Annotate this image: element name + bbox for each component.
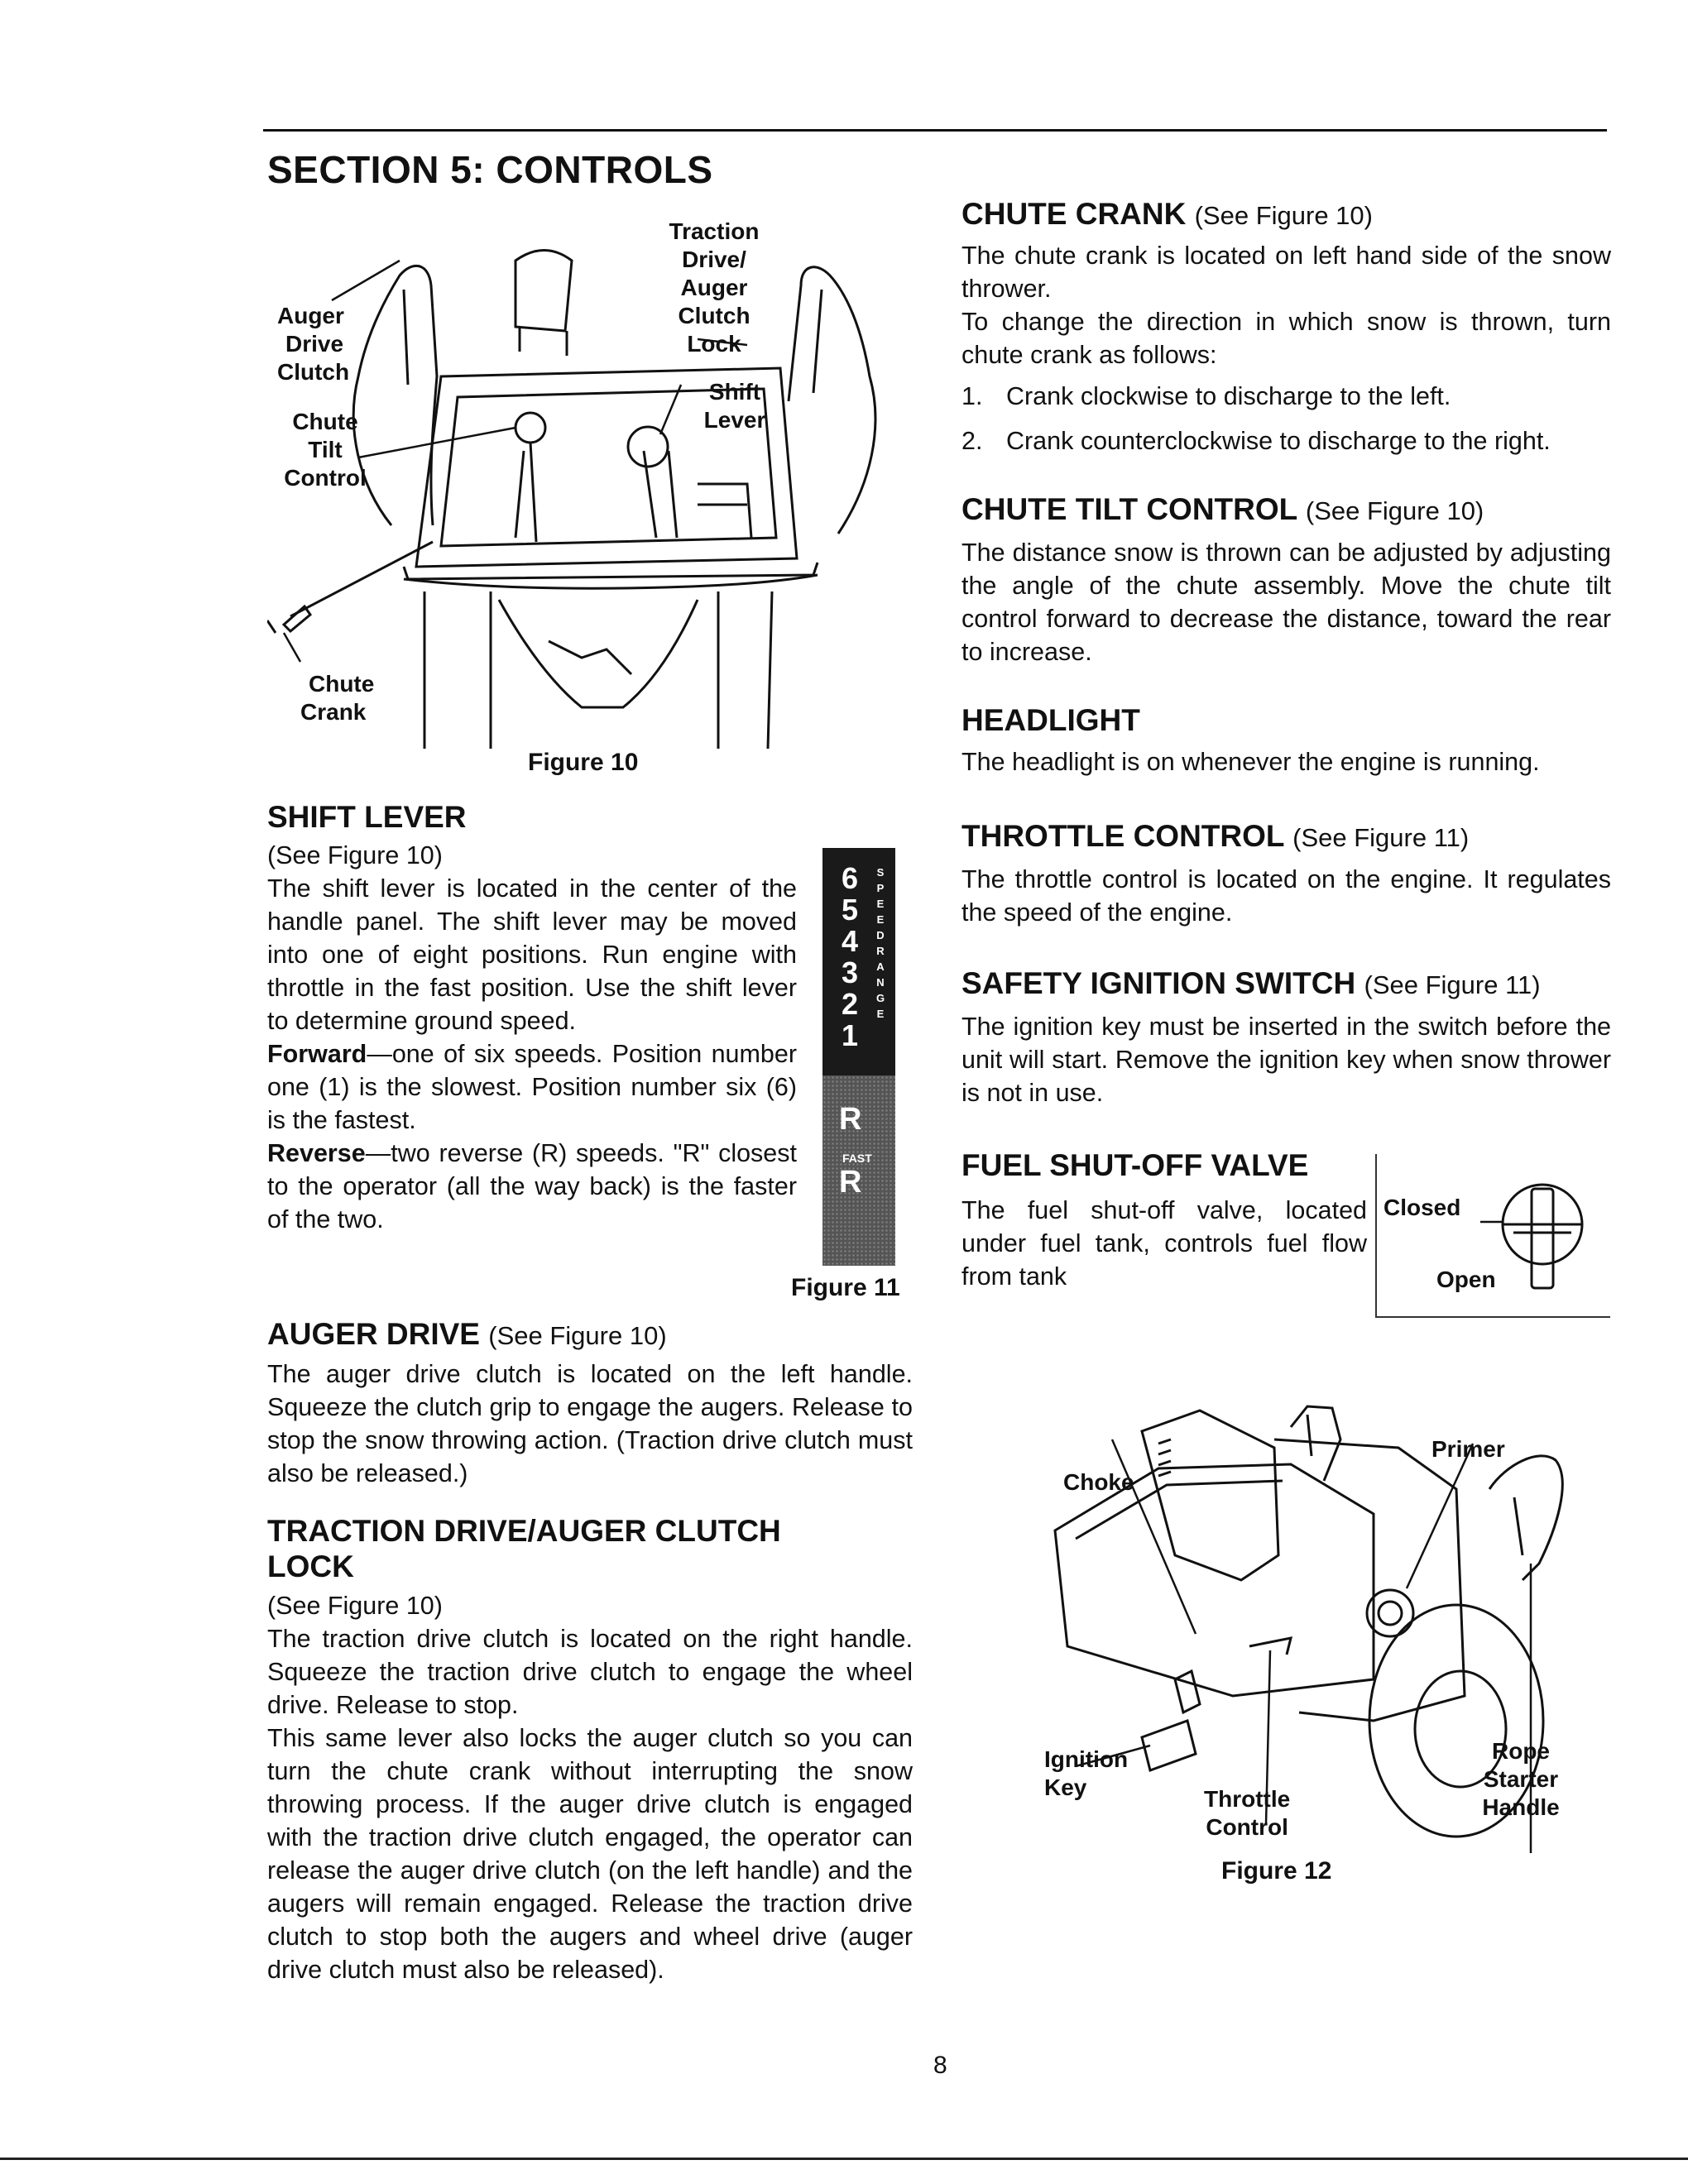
label-throttle-control: Throttle Control [1204, 1786, 1291, 1840]
ignition-section [961, 966, 1611, 1109]
gear-r2: R [839, 1165, 862, 1200]
label-chute-crank: Chute Crank [300, 671, 375, 725]
shift-lever-reverse: Reverse—two reverse (R) speeds. "R" closest to the operator (all the way back) is the faster of the two. [267, 1138, 797, 1233]
shift-lever-see: (See Figure 10) [267, 841, 443, 869]
gear-3: 3 [841, 956, 859, 989]
chute-crank-step: 2. Crank counterclockwise to discharge to the right. [961, 426, 1551, 455]
ignition-heading: SAFETY IGNITION SWITCH (See Figure 11) [961, 966, 1541, 1000]
chute-crank-body-1: The chute crank is located on left hand side of the snow thrower. [961, 241, 1611, 303]
fuel-valve-icon [1480, 1171, 1604, 1311]
label-choke: Choke [1063, 1469, 1134, 1495]
chute-crank-step: 1. Crank clockwise to discharge to the left. [961, 381, 1451, 410]
fuel-valve-open-label: Open [1436, 1267, 1496, 1292]
label-auger-drive-clutch: Auger Drive Clutch [277, 303, 350, 385]
chute-crank-steps [961, 380, 1611, 457]
throttle-section [961, 819, 1611, 929]
gear-indicator-forward [822, 848, 895, 1075]
traction-lock-heading: TRACTION DRIVE/AUGER CLUTCH LOCK [267, 1514, 781, 1583]
headlight-section [961, 703, 1611, 778]
figure-11 [819, 848, 902, 1270]
gear-4: 4 [841, 924, 859, 958]
fuel-section [961, 1148, 1367, 1293]
auger-drive-heading: AUGER DRIVE (See Figure 10) [267, 1317, 667, 1351]
traction-lock-section [267, 1514, 913, 1986]
figure-10 [267, 211, 913, 790]
fuel-valve-closed-label: Closed [1383, 1195, 1461, 1220]
section-title: SECTION 5: CONTROLS [267, 148, 713, 191]
chute-crank-heading: CHUTE CRANK (See Figure 10) [961, 197, 1373, 231]
label-rope-starter-handle: Rope Starter Handle [1482, 1738, 1560, 1820]
label-chute-tilt-control: Chute Tilt Control [284, 409, 367, 491]
speed-range-text: SPEED RANGE [875, 866, 885, 1020]
throttle-heading: THROTTLE CONTROL (See Figure 11) [961, 819, 1470, 853]
chute-tilt-heading: CHUTE TILT CONTROL (See Figure 10) [961, 492, 1484, 526]
label-primer: Primer [1431, 1436, 1505, 1462]
auger-drive-section [267, 1317, 913, 1490]
chute-tilt-section [961, 492, 1611, 668]
shift-lever-forward: Forward—one of six speeds. Position number one (1) is the slowest. Position number six (6) is the fastest. [267, 1039, 797, 1134]
gear-1: 1 [841, 1018, 859, 1052]
page-number: 8 [933, 2052, 947, 2079]
headlight-heading: HEADLIGHT [961, 703, 1140, 737]
headlight-body: The headlight is on whenever the engine is running. [961, 747, 1540, 776]
gear-indicator-reverse [822, 1075, 895, 1266]
label-shift-lever: Shift Lever [703, 379, 766, 433]
chute-crank-section [961, 197, 1611, 469]
label-ignition-key: Ignition Key [1044, 1746, 1129, 1800]
ignition-body: The ignition key must be inserted in the switch before the unit will start. Remove the ignition key when snow thrower is not in use. [961, 1012, 1611, 1107]
figure-11-caption: Figure 11 [791, 1274, 900, 1301]
label-traction-drive-auger-clutch-lock: Traction Drive/ Auger Clutch Lock [669, 218, 760, 357]
shift-lever-section [267, 800, 797, 1236]
traction-lock-see: (See Figure 10) [267, 1592, 443, 1621]
bottom-rule [0, 2158, 1688, 2160]
figure-10-caption: Figure 10 [528, 749, 639, 776]
gear-r1: R [839, 1102, 862, 1137]
traction-lock-body-1: The traction drive clutch is located on the right handle. Squeeze the traction drive clutch to engage the wheel drive. Release to stop. [267, 1625, 913, 1720]
gear-2: 2 [841, 987, 859, 1021]
gear-6: 6 [841, 861, 859, 895]
fuel-heading: FUEL SHUT-OFF VALVE [961, 1148, 1309, 1182]
figure-12 [1026, 1365, 1589, 1903]
gear-5: 5 [841, 893, 859, 927]
chute-crank-body-2: To change the direction in which snow is thrown, turn chute crank as follows: [961, 307, 1611, 369]
traction-lock-body-2: This same lever also locks the auger clutch so you can turn the chute crank without interrupting the snow throwing process. If the auger drive clutch is engaged with the traction drive clutch engaged, the operator can release the auger drive clutch (on the left handle) and the augers will remain engaged. Release the traction drive clutch to stop both the augers and wheel drive (auger drive clutch must also be released). [267, 1724, 913, 1985]
fuel-body: The fuel shut-off valve, located under fuel tank, controls fuel flow from tank [961, 1195, 1367, 1291]
chute-tilt-body: The distance snow is thrown can be adjusted by adjusting the angle of the chute assembly. Move the chute tilt control forward to decrease the distance, toward the rear to increase. [961, 538, 1611, 666]
top-rule [263, 129, 1607, 132]
fuel-valve-figure [1375, 1154, 1610, 1318]
throttle-body: The throttle control is located on the engine. It regulates the speed of the engine. [961, 864, 1611, 927]
gear-fast-label: FAST [842, 1152, 872, 1165]
figure-12-caption: Figure 12 [1221, 1857, 1332, 1885]
shift-lever-body: The shift lever is located in the center of the handle panel. The shift lever may be moved into one of eight positions. Run engine with throttle in the fast position. Use the shift lever to determine ground speed. [267, 874, 797, 1035]
auger-drive-body: The auger drive clutch is located on the left handle. Squeeze the clutch grip to engage the augers. Release to stop the snow throwing action. (Traction drive clutch must also be released.) [267, 1359, 913, 1487]
shift-lever-heading: SHIFT LEVER [267, 800, 467, 834]
